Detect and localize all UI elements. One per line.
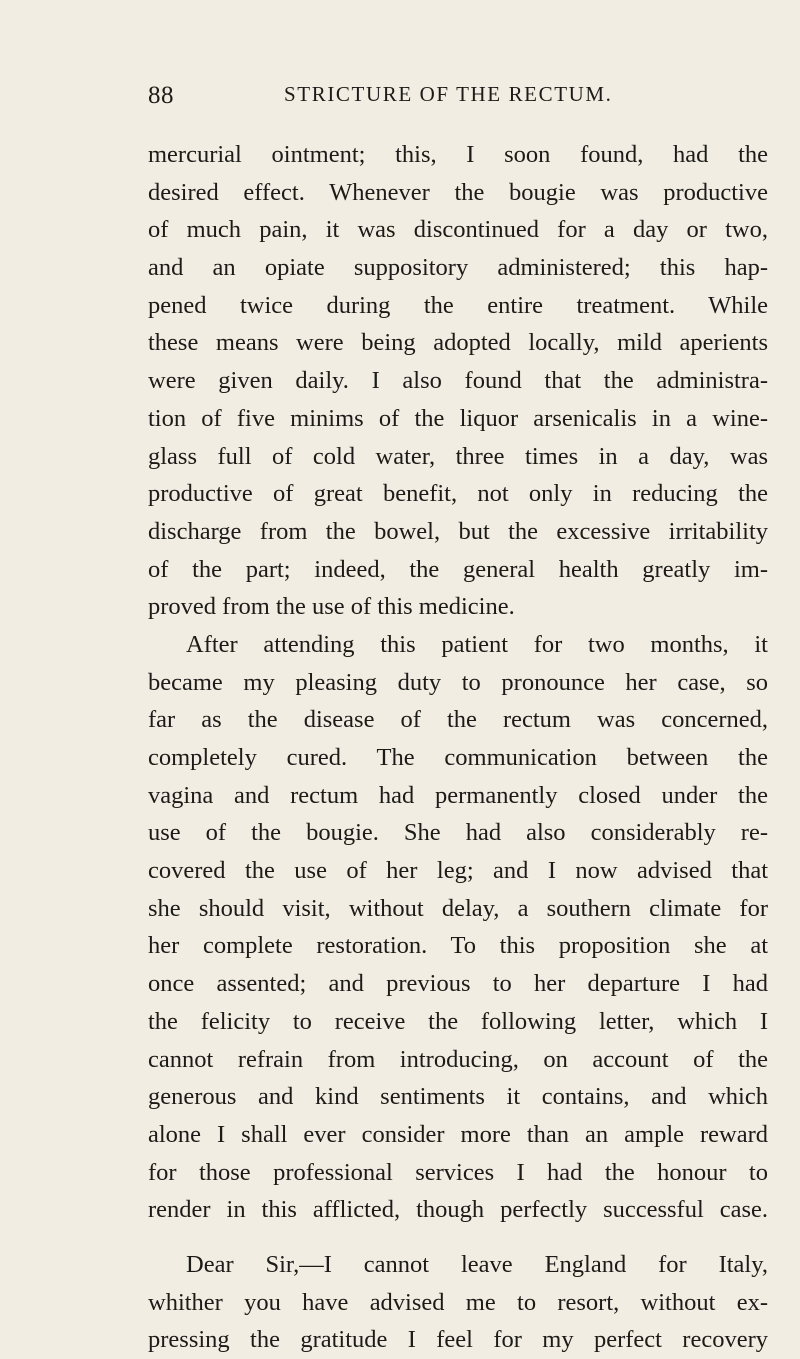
text-line: cannot refrain from introducing, on account of the [148,1045,768,1073]
text-line: tion of five minims of the liquor arsenicalis in a wine- [148,404,768,432]
text-line: for those professional services I had the honour to [148,1158,768,1186]
text-line: productive of great benefit, not only in reducing the [148,480,768,508]
paragraph-2 [148,626,768,1229]
running-title: STRICTURE OF THE RECTUM. [284,82,613,106]
text-line: her complete restoration. To this proposition she at [148,932,768,960]
text-line: were given daily. I also found that the administra- [148,367,768,395]
text-line: Dear Sir,—I cannot leave England for Italy, [186,1250,768,1278]
text-line: the felicity to receive the following letter, which I [148,1007,768,1035]
text-line: whither you have advised me to resort, without ex- [148,1288,768,1316]
text-line: covered the use of her leg; and I now advised that [148,857,768,885]
paragraph-gap [148,1229,768,1246]
text-line: mercurial ointment; this, I soon found, had the [148,141,768,168]
text-line: pressing the gratitude I feel for my perfect recovery [148,1326,768,1354]
text-line: glass full of cold water, three times in a day, was [148,442,768,470]
text-line: of much pain, it was discontinued for a day or two, [148,216,768,244]
body-text [148,136,768,1359]
text-line: of the part; indeed, the general health greatly im- [148,555,768,583]
text-line: alone I shall ever consider more than an ample reward [148,1120,768,1148]
text-line: completely cured. The communication between the [148,744,768,771]
text-line: became my pleasing duty to pronounce her case, so [148,668,768,696]
text-line: render in this afflicted, though perfectly successful case. [148,1196,768,1224]
paragraph-1 [148,136,768,626]
running-head [148,82,768,116]
text-line: these means were being adopted locally, mild aperients [148,329,768,357]
text-line: once assented; and previous to her departure I had [148,970,768,998]
text-line: far as the disease of the rectum was concerned, [148,706,768,734]
text-line: discharge from the bowel, but the excessive irritability [148,517,768,545]
text-line: pened twice during the entire treatment. While [148,291,768,319]
text-line: use of the bougie. She had also considerably re- [148,819,768,847]
paragraph-3 [148,1246,768,1359]
text-line: and an opiate suppository administered; this hap- [148,254,768,282]
text-line: she should visit, without delay, a southern climate for [148,894,768,922]
page-number: 88 [148,82,174,109]
text-line: proved from the use of this medicine. [148,593,515,621]
text-line: After attending this patient for two months, it [186,630,768,658]
text-line: desired effect. Whenever the bougie was productive [148,178,768,206]
text-line: generous and kind sentiments it contains, and which [148,1083,768,1111]
text-line: vagina and rectum had permanently closed under the [148,781,768,809]
